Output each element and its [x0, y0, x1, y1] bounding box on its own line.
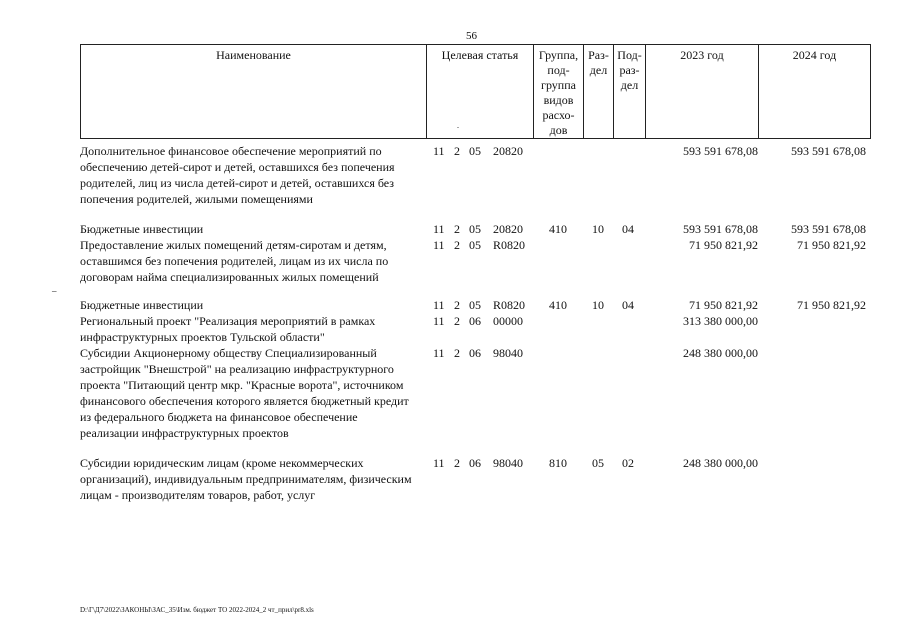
row-code-subprogram: 2: [454, 346, 460, 360]
row-section: 05: [592, 456, 604, 470]
row-name-line: оставшимся без попечения родителей, лицам из их числа по: [80, 254, 389, 268]
row-section: 10: [592, 222, 604, 236]
row-name-line: из федерального бюджета на финансовое обеспечение: [80, 410, 358, 424]
row-code-direction: R0820: [493, 238, 526, 252]
row-name-line: Бюджетные инвестиции: [80, 298, 204, 312]
row-amount-2023: 248 380 000,00: [683, 346, 758, 360]
margin-mark: –: [52, 286, 57, 296]
header-subsection-cell: [614, 45, 646, 138]
header-target-cell: [427, 45, 534, 138]
header-target: Целевая статья: [441, 48, 519, 62]
header-group-line: дов: [549, 123, 568, 137]
row-code-event: 05: [469, 222, 481, 236]
row-name: [80, 221, 425, 237]
row-name-line: обеспечению детей-сирот и детей, оставшихся без попечения: [80, 160, 395, 174]
row-name: [80, 345, 425, 441]
row-amount-2023: 313 380 000,00: [683, 314, 758, 328]
row-name-line: инфраструктурных проектов Тульской области": [80, 330, 325, 344]
row-name-line: застройщик "Внешстрой" на реализацию инфраструктурного: [80, 362, 394, 376]
header-subsection-line: раз-: [619, 63, 640, 77]
row-name-line: Дополнительное финансовое обеспечение мероприятий по: [80, 144, 382, 158]
row-name: [80, 313, 425, 345]
row-code-event: 05: [469, 238, 481, 252]
header-subsection-line: Под-: [617, 48, 642, 62]
row-code-subprogram: 2: [454, 456, 460, 470]
row-amount-2024: 71 950 821,92: [797, 238, 866, 252]
header-section-line: Раз-: [588, 48, 609, 62]
header-group-cell: [534, 45, 584, 138]
row-name: [80, 297, 425, 313]
row-section: 10: [592, 298, 604, 312]
page-number: 56: [466, 30, 477, 42]
header-name-cell: [81, 45, 427, 138]
row-code-event: 06: [469, 314, 481, 328]
row-name-line: финансового обеспечения которого является бюджетный кредит: [80, 394, 409, 408]
row-group: 410: [549, 222, 567, 236]
row-group: 410: [549, 298, 567, 312]
footer-file-path: D:\Г\Д7\2022\ЗАКОНЫ\ЗАС_35\Изм. бюджет ТО 2022-2024_2 чт_прил\pr8.xls: [80, 606, 314, 614]
row-code-event: 06: [469, 456, 481, 470]
header-section-cell: [584, 45, 614, 138]
row-name-line: реализации инфраструктурных проектов: [80, 426, 289, 440]
row-name-line: Региональный проект "Реализация мероприятий в рамках: [80, 314, 376, 328]
row-amount-2024: 71 950 821,92: [797, 298, 866, 312]
row-name-line: лицам - производителям товаров, работ, услуг: [80, 488, 316, 502]
row-name-line: организаций), индивидуальным предпринимателям, физическим: [80, 472, 412, 486]
row-name-line: проекта "Питающий центр мкр. "Красные ворота", источником: [80, 378, 404, 392]
row-group: 810: [549, 456, 567, 470]
table-header: [80, 44, 871, 139]
row-amount-2023: 71 950 821,92: [689, 298, 758, 312]
row-code-subprogram: 2: [454, 314, 460, 328]
header-subsection-line: дел: [620, 78, 639, 92]
row-code-event: 05: [469, 298, 481, 312]
header-2023-cell: [646, 45, 759, 138]
row-amount-2024: 593 591 678,08: [791, 144, 866, 158]
row-code-subprogram: 2: [454, 238, 460, 252]
row-name: [80, 455, 425, 503]
row-code-subprogram: 2: [454, 298, 460, 312]
row-subsection: 02: [622, 456, 634, 470]
row-amount-2023: 248 380 000,00: [683, 456, 758, 470]
header-2023: 2023 год: [680, 48, 724, 62]
header-group-line: Группа,: [538, 48, 579, 62]
row-code-event: 06: [469, 346, 481, 360]
row-subsection: 04: [622, 222, 634, 236]
header-section-line: дел: [589, 63, 608, 77]
header-group-line: под-: [547, 63, 570, 77]
row-code-event: 05: [469, 144, 481, 158]
row-code-program: 11: [433, 222, 445, 236]
row-code-subprogram: 2: [454, 144, 460, 158]
header-2024: 2024 год: [792, 48, 837, 62]
row-name-line: договорам найма специализированных жилых помещений: [80, 270, 379, 284]
row-code-program: 11: [433, 238, 445, 252]
header-group-line: видов: [543, 93, 574, 107]
row-code-program: 11: [433, 346, 445, 360]
row-code-direction: 00000: [493, 314, 523, 328]
row-name: [80, 143, 425, 207]
row-name-line: Бюджетные инвестиции: [80, 222, 204, 236]
header-subsection: [614, 45, 645, 93]
row-code-direction: 20820: [493, 144, 523, 158]
header-2024-cell: [759, 45, 870, 138]
row-name-line: Субсидии юридическим лицам (кроме некоммерческих: [80, 456, 364, 470]
row-code-direction: 98040: [493, 346, 523, 360]
row-amount-2024: 593 591 678,08: [791, 222, 866, 236]
header-mark: .: [457, 121, 459, 130]
header-name: Наименование: [216, 48, 291, 62]
row-name-line: попечения родителей, жилыми помещениями: [80, 192, 313, 206]
row-name-line: родителей, лиц из числа детей-сирот и детей, оставшихся без: [80, 176, 395, 190]
row-name-line: Предоставление жилых помещений детям-сиротам и детям,: [80, 238, 387, 252]
header-group-line: группа: [541, 78, 576, 92]
row-amount-2023: 593 591 678,08: [683, 144, 758, 158]
header-group: [534, 45, 583, 138]
row-code-direction: 20820: [493, 222, 523, 236]
row-code-direction: R0820: [493, 298, 526, 312]
row-amount-2023: 593 591 678,08: [683, 222, 758, 236]
header-section: [584, 45, 613, 78]
header-group-line: расхо-: [542, 108, 575, 122]
row-name: [80, 237, 425, 285]
row-code-subprogram: 2: [454, 222, 460, 236]
row-code-direction: 98040: [493, 456, 523, 470]
row-code-program: 11: [433, 456, 445, 470]
row-subsection: 04: [622, 298, 634, 312]
row-code-program: 11: [433, 144, 445, 158]
row-code-program: 11: [433, 298, 445, 312]
row-amount-2023: 71 950 821,92: [689, 238, 758, 252]
row-name-line: Субсидии Акционерному обществу Специализированный: [80, 346, 377, 360]
row-code-program: 11: [433, 314, 445, 328]
